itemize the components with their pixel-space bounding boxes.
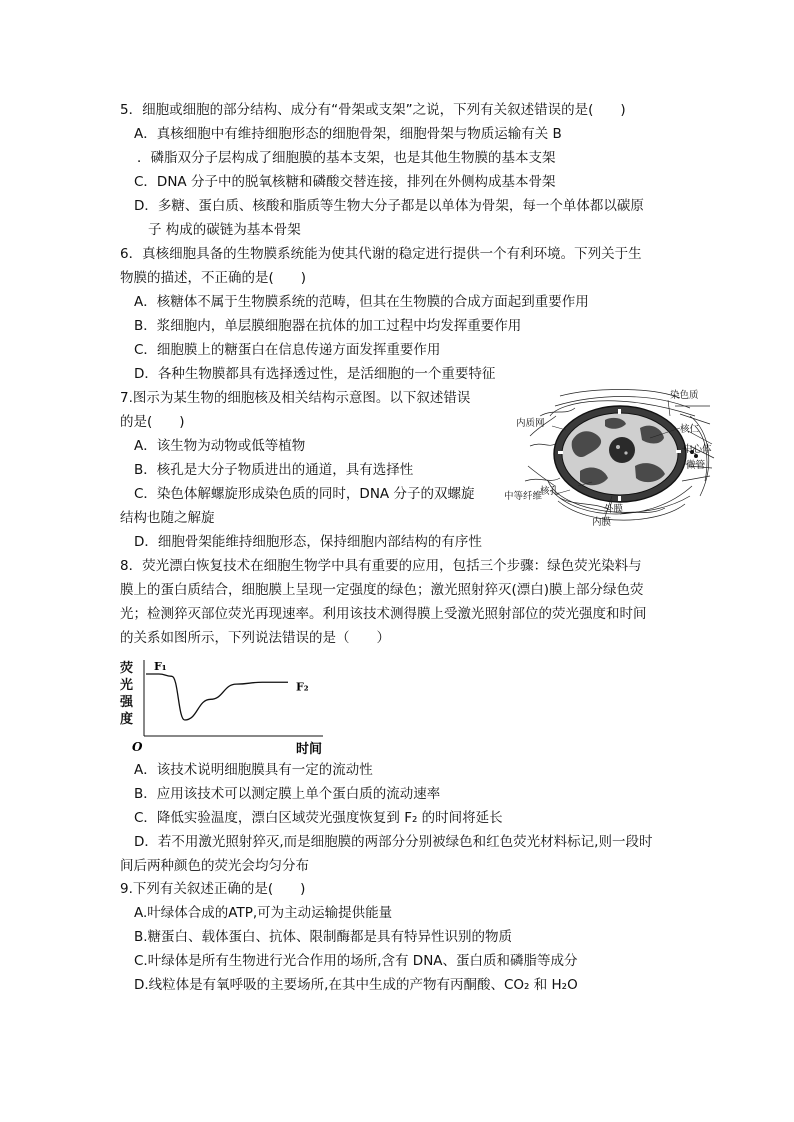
curve-label-f1: F₁ (154, 660, 167, 673)
question-5-option-line: A．真核细胞中有维持细胞形态的细胞骨架，细胞骨架与物质运输有关 B (134, 126, 562, 142)
question-9-option-line: A.叶绿体合成的ATP,可为主动运输提供能量 (134, 905, 393, 921)
question-9-option-line: B.糖蛋白、载体蛋白、抗体、限制酶都是具有特异性识别的物质 (134, 929, 513, 945)
y-axis-label-4: 度 (120, 712, 134, 727)
question-8-option-line: A．该技术说明细胞膜具有一定的流动性 (134, 762, 373, 778)
question-7-option-line: D．细胞骨架能维持细胞形态，保持细胞内部结构的有序性 (134, 534, 482, 550)
question-6-option-line: B．浆细胞内，单层膜细胞器在抗体的加工过程中均发挥重要作用 (134, 318, 522, 334)
question-6-option-line: D．各种生物膜都具有选择透过性，是活细胞的一个重要特征 (134, 366, 496, 382)
label-outer-membrane: 外膜 (604, 504, 624, 515)
label-centrosome: 中心体 (683, 444, 712, 455)
question-5-option-line: 子 构成的碳链为基本骨架 (148, 222, 301, 238)
question-8-option-line: B．应用该技术可以测定膜上单个蛋白质的流动速率 (134, 786, 441, 802)
question-9-option-line: D.线粒体是有氧呼吸的主要场所,在其中生成的产物有丙酮酸、CO₂ 和 H₂O (134, 977, 578, 993)
question-7-option-line: B．核孔是大分子物质进出的通道，具有选择性 (134, 462, 414, 478)
question-6-stem-line: 物膜的描述，不正确的是( ) (120, 270, 307, 286)
series-line (146, 674, 288, 720)
y-axis-label-1: 荧 (120, 661, 134, 676)
question-8-stem-line: 膜上的蛋白质结合，细胞膜上呈现一定强度的绿色；激光照射猝灭(漂白)膜上部分绿色荧 (120, 582, 644, 598)
x-axis-label: 时间 (296, 742, 323, 756)
question-8-option-line: 间后两种颜色的荧光会均匀分布 (120, 858, 309, 874)
question-7-option-line: C．染色体解螺旋形成染色质的同时，DNA 分子的双螺旋 (134, 486, 475, 502)
question-5-stem-line: 5．细胞或细胞的部分结构、成分有“骨架或支架”之说，下列有关叙述错误的是( ) (120, 102, 626, 118)
question-6-option-line: C．细胞膜上的糖蛋白在信息传递方面发挥重要作用 (134, 342, 441, 358)
question-8-stem-line: 光；检测猝灭部位荧光再现速率。利用该技术测得膜上受激光照射部位的荧光强度和时间 (120, 606, 647, 622)
y-axis-label-3: 强 (120, 695, 134, 710)
fluorescence-chart (118, 656, 338, 756)
question-8-option-line: C．降低实验温度，漂白区域荧光强度恢复到 F₂ 的时间将延长 (134, 810, 503, 826)
question-8-stem-line: 的关系如图所示，下列说法错误的是（ ） (120, 630, 390, 646)
curve-label-f2: F₂ (296, 680, 309, 694)
label-er: 内质网 (516, 418, 545, 429)
label-microtubule: 微管 (686, 460, 706, 471)
question-8-stem-line: 8．荧光漂白恢复技术在细胞生物学中具有重要的应用，包括三个步骤：绿色荧光染料与 (120, 558, 642, 574)
question-6-stem-line: 6．真核细胞具备的生物膜系统能为使其代谢的稳定进行提供一个有利环境。下列关于生 (120, 246, 642, 262)
nucleolus-shape (609, 437, 635, 463)
question-8-option-line: D．若不用激光照射猝灭,而是细胞膜的两部分分别被绿色和红色荧光材料标记,则一段时 (134, 834, 653, 850)
y-axis-label-2: 光 (120, 678, 134, 693)
label-intermediate-filament: 中等纤维 (504, 491, 543, 502)
label-chromatin: 染色质 (670, 390, 699, 401)
label-nuclear-pore: 核孔 (540, 486, 560, 497)
question-7-option-line: A．该生物为动物或低等植物 (134, 438, 306, 454)
question-5-option-line: C．DNA 分子中的脱氧核糖和磷酸交替连接，排列在外侧构成基本骨架 (134, 174, 556, 190)
origin-label: O (132, 740, 143, 754)
label-nucleolus: 核仁 (680, 424, 700, 435)
question-5-option-line: ．磷脂双分子层构成了细胞膜的基本支架，也是其他生物膜的基本支架 (137, 150, 556, 166)
question-7-stem-line: 7.图示为某生物的细胞核及相关结构示意图。以下叙述错误 (120, 390, 471, 406)
question-7-option-line: 结构也随之解旋 (120, 510, 215, 526)
question-7-stem-line: 的是( ) (120, 414, 185, 430)
label-inner-membrane: 内膜 (592, 517, 612, 528)
question-9-option-line: C.叶绿体是所有生物进行光合作用的场所,含有 DNA、蛋白质和磷脂等成分 (134, 953, 578, 969)
question-6-option-line: A．核糖体不属于生物膜系统的范畴，但其在生物膜的合成方面起到重要作用 (134, 294, 589, 310)
nucleus-figure (500, 386, 730, 532)
question-5-option-line: D．多糖、蛋白质、核酸和脂质等生物大分子都是以单体为骨架，每一个单体都以碳原 (134, 198, 644, 214)
question-9-stem-line: 9.下列有关叙述正确的是( ) (120, 881, 306, 897)
